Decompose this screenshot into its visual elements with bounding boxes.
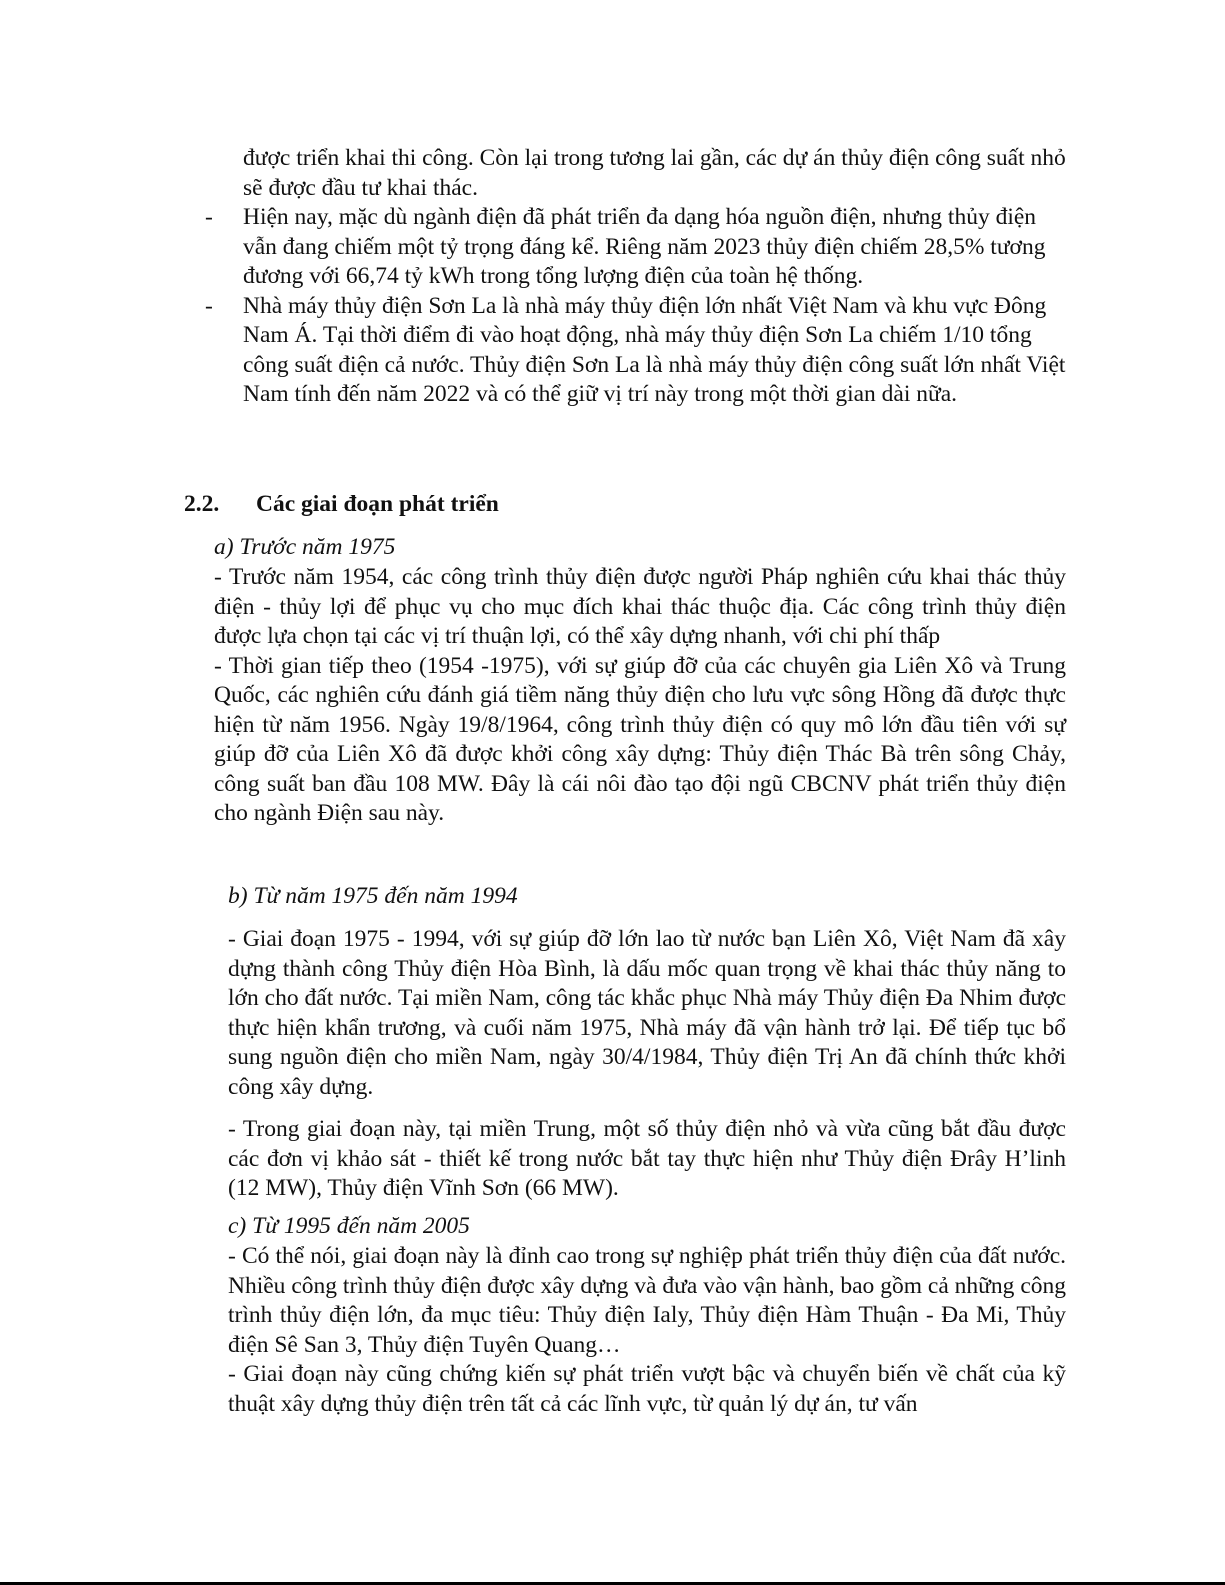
section-title: Các giai đoạn phát triển: [256, 491, 499, 517]
paragraph: - Thời gian tiếp theo (1954 -1975), với sự giúp đỡ của các chuyên gia Liên Xô và Trung Quốc, các nghiên cứu đánh giá tiềm năng thủy điện cho lưu vực sông Hồng đã được thực hiện từ năm 1956. Ngày 19/8/1964, công trình thủy điện có quy mô lớn đầu tiên với sự giúp đỡ của Liên Xô đã được khởi công xây dựng: Thủy điện Thác Bà trên sông Chảy, công suất ban đầu 108 MW. Đây là cái nôi đào tạo đội ngũ CBCNV phát triển thủy điện cho ngành Điện sau này.: [214, 652, 1066, 826]
section-a-body: [214, 563, 1066, 829]
section-number: 2.2.: [184, 491, 220, 517]
continuation-text: được triển khai thi công. Còn lại trong tương lai gần, các dự án thủy điện công suất nhỏ sẽ được đầu tư khai thác.: [243, 145, 1066, 201]
subheading-b: b) Từ năm 1975 đến năm 1994: [228, 883, 518, 909]
paragraph: - Trước năm 1954, các công trình thủy điện được người Pháp nghiên cứu khai thác thủy điện - thủy lợi để phục vụ cho mục đích khai thác thuộc địa. Các công trình thủy điện được lựa chọn tại các vị trí thuận lợi, có thể xây dựng nhanh, với chi phí thấp: [214, 564, 1066, 649]
bullet-list: [205, 144, 1075, 410]
section-b-body: [228, 925, 1066, 1217]
section-heading: [184, 490, 499, 520]
section-c-body: [228, 1242, 1066, 1419]
paragraph: - Có thể nói, giai đoạn này là đỉnh cao trong sự nghiệp phát triển thủy điện của đất nước. Nhiều công trình thủy điện được xây dựng và đưa vào vận hành, bao gồm cả những công trình thủy điện lớn, đa mục tiêu: Thủy điện Ialy, Thủy điện Hàm Thuận - Đa Mi, Thủy điện Sê San 3, Thủy điện Tuyên Quang…: [228, 1243, 1066, 1358]
bullet-item: [205, 292, 1075, 410]
subheading-c: c) Từ 1995 đến năm 2005: [228, 1213, 470, 1239]
bullet-text: Hiện nay, mặc dù ngành điện đã phát triển đa dạng hóa nguồn điện, nhưng thủy điện vẫn đang chiếm một tỷ trọng đáng kể. Riêng năm 2023 thủy điện chiếm 28,5% tương đương với 66,74 tỷ kWh trong tổng lượng điện của toàn hệ thống.: [243, 204, 1046, 289]
bullet-item: [205, 203, 1075, 292]
bullet-text: Nhà máy thủy điện Sơn La là nhà máy thủy điện lớn nhất Việt Nam và khu vực Đông Nam Á. Tại thời điểm đi vào hoạt động, nhà máy thủy điện Sơn La chiếm 1/10 tổng công suất điện cả nước. Thủy điện Sơn La là nhà máy thủy điện công suất lớn nhất Việt Nam tính đến năm 2022 và có thể giữ vị trí này trong một thời gian dài nữa.: [243, 292, 1066, 407]
paragraph: - Trong giai đoạn này, tại miền Trung, một số thủy điện nhỏ và vừa cũng bắt đầu được các đơn vị khảo sát - thiết kế trong nước bắt tay thực hiện như Thủy điện Đrây H’linh (12 MW), Thủy điện Vĩnh Sơn (66 MW).: [228, 1116, 1066, 1201]
bullet-dash: -: [205, 204, 213, 230]
paragraph: - Giai đoạn này cũng chứng kiến sự phát triển vượt bậc và chuyển biến về chất của kỹ thuật xây dựng thủy điện trên tất cả các lĩnh vực, từ quản lý dự án, tư vấn: [228, 1361, 1066, 1417]
paragraph: - Giai đoạn 1975 - 1994, với sự giúp đỡ lớn lao từ nước bạn Liên Xô, Việt Nam đã xây dựng thành công Thủy điện Hòa Bình, là dấu mốc quan trọng về khai thác thủy năng to lớn cho đất nước. Tại miền Nam, công tác khắc phục Nhà máy Thủy điện Đa Nhim được thực hiện khẩn trương, và cuối năm 1975, Nhà máy đã vận hành trở lại. Để tiếp tục bổ sung nguồn điện cho miền Nam, ngày 30/4/1984, Thủy điện Trị An đã chính thức khởi công xây dựng.: [228, 926, 1066, 1100]
subheading-a: a) Trước năm 1975: [214, 534, 396, 560]
bullet-dash: -: [205, 292, 213, 319]
